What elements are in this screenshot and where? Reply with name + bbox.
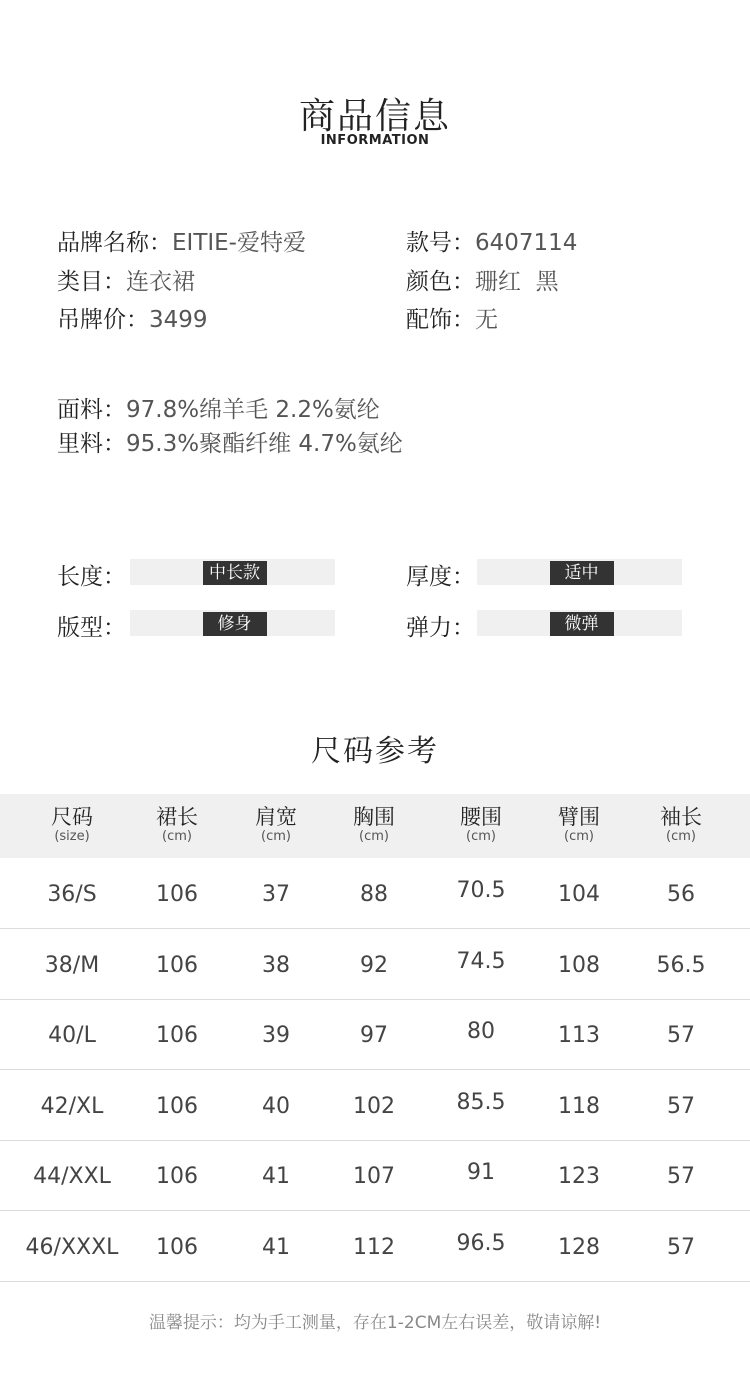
table-cell-waist: 91 <box>467 1160 495 1185</box>
table-cell-size: 36/S <box>47 882 97 907</box>
fit-scale <box>130 610 335 636</box>
table-cell-arm: 128 <box>558 1234 600 1260</box>
table-cell-dress-length: 106 <box>156 1164 198 1189</box>
table-cell-size: 40/L <box>48 1023 96 1048</box>
price-label: 吊牌价： <box>57 307 149 333</box>
table-cell-size: 46/XXXL <box>25 1234 119 1260</box>
table-cell-dress-length: 106 <box>156 1023 198 1048</box>
header-cell-bust: 胸围 (cm) <box>353 805 395 844</box>
header-cell-waist: 腰围 (cm) <box>460 805 502 844</box>
lining-fabric-value: 95.3%聚酯纤维 4.7%氨纶 <box>126 431 403 457</box>
table-cell-sleeve: 57 <box>667 1234 695 1260</box>
header-cell-size: 尺码 (size) <box>51 805 93 844</box>
table-cell-arm: 108 <box>558 952 600 978</box>
table-cell-arm: 123 <box>558 1164 600 1189</box>
brand-value: EITIE-爱特爱 <box>172 230 306 256</box>
table-cell-size: 44/XXL <box>33 1164 111 1189</box>
brand-info <box>57 224 306 257</box>
thickness-label: 厚度： <box>406 564 475 590</box>
table-cell-waist: 96.5 <box>456 1230 506 1256</box>
table-cell-dress-length: 106 <box>156 882 198 907</box>
table-cell-size: 42/XL <box>40 1093 104 1119</box>
table-cell-waist: 74.5 <box>456 948 506 974</box>
table-cell-bust: 102 <box>353 1093 395 1119</box>
table-cell-bust: 92 <box>360 952 388 978</box>
outer-fabric-info <box>57 391 380 424</box>
table-cell-waist: 85.5 <box>456 1089 506 1115</box>
table-cell-shoulder: 41 <box>262 1234 290 1260</box>
header-cell-dress-length: 裙长 (cm) <box>156 805 198 844</box>
table-row <box>0 999 750 1070</box>
table-cell-sleeve: 57 <box>667 1023 695 1048</box>
table-row <box>0 929 750 1000</box>
category-value: 连衣裙 <box>126 269 195 295</box>
category-info <box>57 263 195 296</box>
table-cell-waist: 70.5 <box>456 878 506 903</box>
table-cell-bust: 107 <box>353 1164 395 1189</box>
fit-value-chip: 修身 <box>203 612 267 636</box>
lining-fabric-info <box>57 425 403 458</box>
size-chart-title: 尺码参考 <box>311 734 439 769</box>
table-cell-bust: 88 <box>360 882 388 907</box>
accessory-info <box>406 301 498 334</box>
style-info <box>406 224 577 257</box>
table-cell-sleeve: 57 <box>667 1164 695 1189</box>
page-subtitle: INFORMATION <box>320 133 430 148</box>
table-cell-shoulder: 39 <box>262 1023 290 1048</box>
table-row <box>0 858 750 929</box>
table-cell-arm: 104 <box>558 882 600 907</box>
category-label: 类目： <box>57 269 126 295</box>
table-cell-shoulder: 37 <box>262 882 290 907</box>
header-cell-sleeve: 袖长 (cm) <box>660 805 702 844</box>
length-scale <box>130 559 335 585</box>
brand-label: 品牌名称： <box>57 230 172 256</box>
table-cell-shoulder: 40 <box>262 1093 290 1119</box>
table-row <box>0 1070 750 1141</box>
fit-label: 版型： <box>57 615 126 641</box>
header-cell-arm: 臂围 (cm) <box>558 805 600 844</box>
table-cell-shoulder: 41 <box>262 1164 290 1189</box>
thickness-value-chip: 适中 <box>550 561 614 585</box>
size-table-header <box>0 794 750 858</box>
table-cell-sleeve: 56 <box>667 882 695 907</box>
color-value: 珊红 黑 <box>475 269 559 295</box>
measurement-note: 温馨提示：均为手工测量，存在1-2CM左右误差，敬请谅解! <box>148 1313 602 1333</box>
table-cell-sleeve: 56.5 <box>656 952 706 978</box>
thickness-scale <box>477 559 682 585</box>
table-cell-bust: 112 <box>353 1234 395 1260</box>
table-cell-dress-length: 106 <box>156 952 198 978</box>
table-cell-arm: 113 <box>558 1023 600 1048</box>
accessory-value: 无 <box>475 307 498 333</box>
style-value: 6407114 <box>475 230 578 256</box>
elasticity-value-chip: 微弹 <box>550 612 614 636</box>
table-cell-dress-length: 106 <box>156 1234 198 1260</box>
table-cell-size: 38/M <box>44 952 100 978</box>
outer-fabric-label: 面料： <box>57 397 126 423</box>
page-title: 商品信息 <box>298 96 451 137</box>
lining-fabric-label: 里料： <box>57 431 126 457</box>
color-info <box>406 263 559 296</box>
elasticity-scale <box>477 610 682 636</box>
table-cell-sleeve: 57 <box>667 1093 695 1119</box>
table-cell-waist: 80 <box>467 1019 495 1044</box>
table-cell-bust: 97 <box>360 1023 388 1048</box>
accessory-label: 配饰： <box>406 307 475 333</box>
outer-fabric-value: 97.8%绵羊毛 2.2%氨纶 <box>126 397 380 423</box>
table-cell-dress-length: 106 <box>156 1093 198 1119</box>
price-value: 3499 <box>149 307 208 333</box>
length-value-chip: 中长款 <box>203 561 267 585</box>
table-row <box>0 1211 750 1282</box>
table-cell-shoulder: 38 <box>262 952 290 978</box>
header-cell-shoulder: 肩宽 (cm) <box>255 805 297 844</box>
length-label: 长度： <box>57 564 126 590</box>
price-info <box>57 301 208 334</box>
table-row <box>0 1140 750 1211</box>
elasticity-label: 弹力： <box>406 615 475 641</box>
style-label: 款号： <box>406 230 475 256</box>
table-cell-arm: 118 <box>558 1093 600 1119</box>
color-label: 颜色： <box>406 269 475 295</box>
